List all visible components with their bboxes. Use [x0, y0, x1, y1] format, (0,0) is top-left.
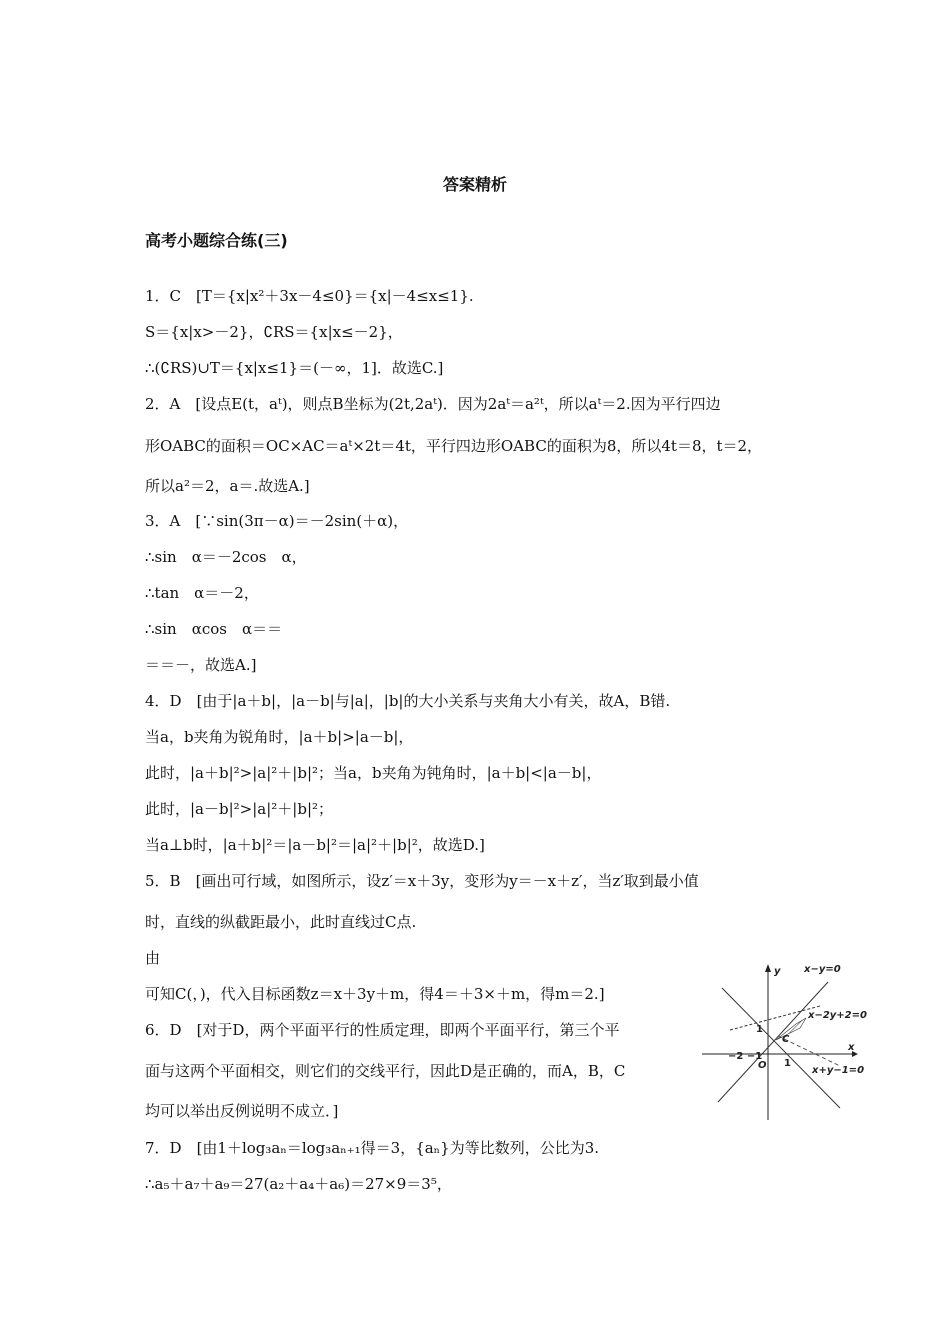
coordinate-graph	[700, 958, 875, 1123]
answer-line: S＝{x|x>－2}，∁RS＝{x|x≤－2}，	[145, 323, 403, 341]
answer-line: 所以a²＝2，a＝.故选A.]	[145, 477, 310, 495]
answer-line: 由	[145, 949, 161, 967]
answer-line: 形OABC的面积＝OC×AC＝aᵗ×2t＝4t，平行四边形OABC的面积为8，所以4t＝8，t＝2，	[145, 437, 763, 455]
answer-line: ∴tan α＝－2，	[145, 584, 259, 602]
point-c-label: C	[782, 1034, 790, 1045]
answer-line: 当a，b夹角为锐角时，|a＋b|>|a－b|，	[145, 728, 414, 746]
line2-label: x−2y+2=0	[808, 1010, 867, 1021]
line-x-plus-y	[722, 988, 840, 1108]
answer-line: 3．A [∵sin(3π－α)＝－2sin(＋α)，	[145, 512, 409, 530]
answer-line: 此时，|a－b|²>|a|²＋|b|²；	[145, 800, 334, 818]
answer-line: 面与这两个平面相交，则它们的交线平行，因此D是正确的，而A，B，C	[145, 1062, 626, 1080]
y-axis-label: y	[774, 966, 781, 977]
answer-line: 此时，|a＋b|²>|a|²＋|b|²；当a，b夹角为钝角时，|a＋b|<|a－b|，	[145, 764, 602, 782]
y-tick-1: 1	[756, 1024, 763, 1035]
answer-line: 时，直线的纵截距最小，此时直线过C点.	[145, 913, 417, 931]
answer-line: 5．B [画出可行域，如图所示，设z′＝x＋3y，变形为y＝－x＋z′，当z′取到最小值	[145, 872, 699, 890]
x-tick-1: 1	[784, 1058, 791, 1069]
section-title: 高考小题综合练(三)	[145, 231, 288, 250]
y-axis-arrow	[765, 964, 771, 972]
feasible-region-figure	[700, 958, 875, 1123]
x-axis-label: x	[848, 1042, 855, 1053]
origin-label: O	[758, 1060, 767, 1071]
answer-line: 7．D [由1＋log₃aₙ＝log₃aₙ₊₁得＝3，{aₙ}为等比数列，公比为3.	[145, 1139, 600, 1157]
answer-line: 均可以举出反例说明不成立．]	[145, 1102, 339, 1120]
feasible-region	[776, 1018, 806, 1040]
answer-line: 当a⊥b时，|a＋b|²＝|a－b|²＝|a|²＋|b|²，故选D.]	[145, 836, 485, 854]
answer-line: 可知C(，)，代入目标函数z＝x＋3y＋m，得4＝＋3×＋m，得m＝2.]	[145, 985, 605, 1003]
page-title: 答案精析	[442, 175, 507, 194]
answer-line: 2．A [设点E(t，aᵗ)，则点B坐标为(2t,2aᵗ)．因为2aᵗ＝a²ᵗ，所以aᵗ＝2.因为平行四边	[145, 395, 721, 413]
answer-line: ∴sin αcos α＝＝	[145, 620, 283, 638]
answer-line: ∴(∁RS)∪T＝{x|x≤1}＝(－∞，1]．故选C.]	[145, 359, 444, 377]
answer-line: ＝＝－，故选A.]	[145, 656, 257, 674]
answer-line: ∴sin α＝－2cos α，	[145, 548, 307, 566]
answer-line: 1．C [T＝{x|x²＋3x－4≤0}＝{x|－4≤x≤1}.	[145, 287, 474, 305]
line3-label: x+y−1=0	[812, 1065, 865, 1076]
line1-label: x−y=0	[804, 964, 841, 975]
x-tick-neg: −2 −1	[728, 1051, 763, 1062]
answer-line: ∴a₅＋a₇＋a₉＝27(a₂＋a₄＋a₆)＝27×9＝3⁵，	[145, 1175, 452, 1193]
answer-line: 6．D [对于D，两个平面平行的性质定理，即两个平面平行，第三个平	[145, 1021, 620, 1039]
answer-line: 4．D [由于|a＋b|，|a－b|与|a|，|b|的大小关系与夹角大小有关，故A，B错.	[145, 692, 671, 710]
